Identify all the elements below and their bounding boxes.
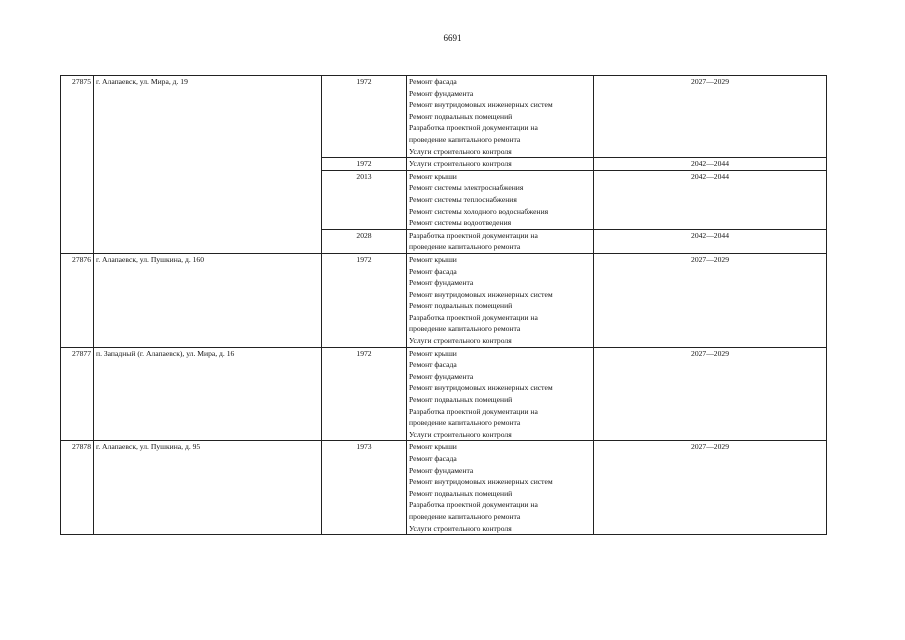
work-item: Разработка проектной документации на bbox=[409, 123, 538, 133]
work-item: Ремонт подвальных помещений bbox=[409, 395, 513, 405]
works-cell bbox=[407, 170, 594, 229]
period-cell: 2027—2029 bbox=[594, 76, 827, 158]
work-item: Разработка проектной документации на bbox=[409, 406, 538, 416]
period-cell: 2027—2029 bbox=[594, 253, 827, 347]
work-item: Ремонт крыши bbox=[409, 442, 457, 452]
building-address: п. Западный (г. Алапаевск), ул. Мира, д. 16 bbox=[94, 347, 322, 441]
record-number: 27877 bbox=[61, 347, 94, 441]
work-item: Разработка проектной документации на bbox=[409, 500, 538, 510]
work-item: проведение капитального ремонта bbox=[409, 511, 521, 521]
work-item: Ремонт подвальных помещений bbox=[409, 488, 513, 498]
page-number: 6691 bbox=[443, 33, 462, 43]
year-cell: 2028 bbox=[322, 229, 407, 253]
work-item: Ремонт внутридомовых инженерных систем bbox=[409, 289, 553, 299]
works-cell bbox=[407, 158, 594, 171]
work-item: Ремонт внутридомовых инженерных систем bbox=[409, 100, 553, 110]
table-row bbox=[61, 441, 827, 535]
year-cell: 1972 bbox=[322, 158, 407, 171]
record-number: 27876 bbox=[61, 253, 94, 347]
work-item: Ремонт фундамента bbox=[409, 371, 474, 381]
period-cell: 2042—2044 bbox=[594, 158, 827, 171]
work-item: Ремонт фасада bbox=[409, 77, 457, 86]
works-cell bbox=[407, 253, 594, 347]
work-item: Ремонт фасада bbox=[409, 266, 457, 276]
works-cell bbox=[407, 76, 594, 158]
record-number: 27875 bbox=[61, 76, 94, 254]
work-item: Ремонт системы холодного водоснабжения bbox=[409, 206, 549, 216]
work-item: Ремонт фундамента bbox=[409, 278, 474, 288]
year-cell: 1972 bbox=[322, 76, 407, 158]
work-item: Ремонт системы водоотведения bbox=[409, 218, 512, 228]
work-item: Ремонт фундамента bbox=[409, 465, 474, 475]
work-item: Ремонт крыши bbox=[409, 254, 457, 264]
work-item: проведение капитального ремонта bbox=[409, 418, 521, 428]
table-row bbox=[61, 347, 827, 441]
building-address: г. Алапаевск, ул. Пушкина, д. 95 bbox=[94, 441, 322, 535]
table-row bbox=[61, 76, 827, 158]
work-item: Услуги строительного контроля bbox=[409, 523, 512, 533]
period-cell: 2042—2044 bbox=[594, 170, 827, 229]
works-cell bbox=[407, 347, 594, 441]
work-item: Услуги строительного контроля bbox=[409, 146, 512, 156]
work-item: Ремонт системы теплоснабжения bbox=[409, 194, 517, 204]
record-number: 27878 bbox=[61, 441, 94, 535]
work-item: Ремонт крыши bbox=[409, 171, 457, 181]
period-cell: 2042—2044 bbox=[594, 229, 827, 253]
year-cell: 1972 bbox=[322, 347, 407, 441]
year-cell: 1973 bbox=[322, 441, 407, 535]
work-item: проведение капитального ремонта bbox=[409, 324, 521, 334]
work-item: Ремонт крыши bbox=[409, 348, 457, 358]
repair-schedule-table bbox=[60, 75, 827, 535]
period-cell: 2027—2029 bbox=[594, 347, 827, 441]
work-item: Разработка проектной документации на bbox=[409, 312, 538, 322]
work-item: Ремонт фасада bbox=[409, 454, 457, 463]
building-address: г. Алапаевск, ул. Пушкина, д. 160 bbox=[94, 253, 322, 347]
work-item: Ремонт внутридомовых инженерных систем bbox=[409, 383, 553, 393]
works-cell bbox=[407, 229, 594, 253]
table-row bbox=[61, 253, 827, 347]
work-item: Ремонт внутридомовых инженерных систем bbox=[409, 477, 553, 487]
work-item: Ремонт фундамента bbox=[409, 88, 474, 98]
work-item: Услуги строительного контроля bbox=[409, 159, 512, 169]
year-cell: 2013 bbox=[322, 170, 407, 229]
work-item: проведение капитального ремонта bbox=[409, 134, 521, 144]
work-item: Ремонт фасада bbox=[409, 360, 457, 370]
work-item: Услуги строительного контроля bbox=[409, 336, 512, 346]
year-cell: 1972 bbox=[322, 253, 407, 347]
work-item: Ремонт системы электроснабжения bbox=[409, 183, 524, 193]
work-item: Ремонт подвальных помещений bbox=[409, 301, 513, 311]
period-cell: 2027—2029 bbox=[594, 441, 827, 535]
building-address: г. Алапаевск, ул. Мира, д. 19 bbox=[94, 76, 322, 254]
work-item: проведение капитального ремонта bbox=[409, 242, 521, 252]
works-cell bbox=[407, 441, 594, 535]
work-item: Ремонт подвальных помещений bbox=[409, 111, 513, 121]
work-item: Разработка проектной документации на bbox=[409, 230, 538, 240]
work-item: Услуги строительного контроля bbox=[409, 429, 512, 439]
